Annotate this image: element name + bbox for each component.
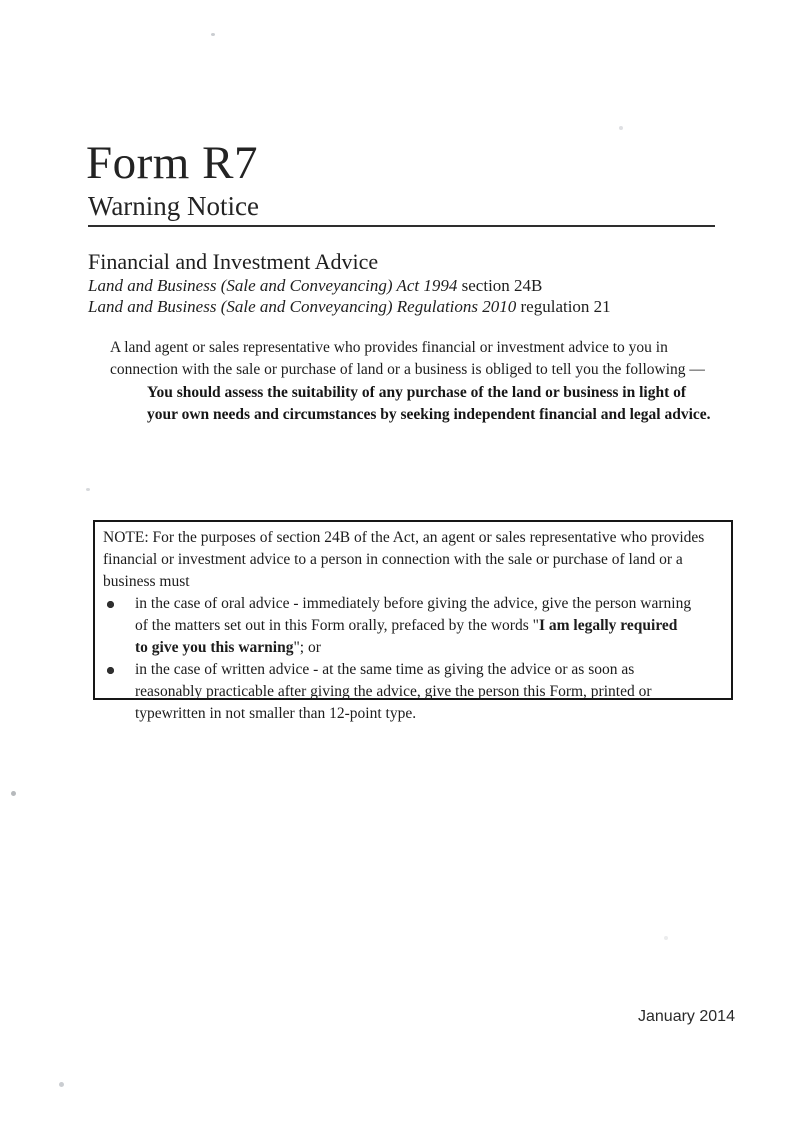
note-bullet-oral-advice <box>103 593 721 659</box>
note-bullet-text <box>135 659 721 725</box>
note-box <box>93 520 733 722</box>
intro-paragraph: A land agent or sales representative who provides financial or investment advice to you in connection with the sale or purchase of land or a business is obliged to tell you the following — <box>110 339 705 378</box>
section-heading: Financial and Investment Advice <box>88 249 379 274</box>
scan-speck <box>11 791 16 796</box>
warning-statement: You should assess the suitability of any purchase of the land or business in light of your own needs and circumstances by seeking independent financial and legal advice. <box>147 384 711 423</box>
regulation-reference-italic: Land and Business (Sale and Conveyancing) Regulations 2010 <box>88 297 517 316</box>
act-reference-italic: Land and Business (Sale and Conveyancing) Act 1994 <box>88 276 458 295</box>
regulation-reference <box>88 297 611 317</box>
note-bullet-text <box>135 593 721 659</box>
scan-speck <box>664 936 668 940</box>
title-rule <box>88 225 715 227</box>
bullet-text-pre: in the case of written advice - at the same time as giving the advice or as soon as reasonably practicable after giving the advice, give the person this Form, printed or typewritten in not smaller than 12-point type. <box>135 661 652 722</box>
bullet-text-pre: in the case of oral advice - immediately before giving the advice, give the person warning of the matters set out in this Form orally, prefaced by the words " <box>135 595 692 634</box>
form-subtitle: Warning Notice <box>88 191 260 221</box>
note-intro: NOTE: For the purposes of section 24B of the Act, an agent or sales representative who provides financial or investment advice to a person in connection with the sale or purchase of land or a business must <box>103 529 705 590</box>
regulation-reference-regular: regulation 21 <box>516 297 611 316</box>
act-reference-regular: section 24B <box>457 276 543 295</box>
act-reference <box>88 276 542 296</box>
scan-speck <box>211 33 215 36</box>
bullet-icon <box>103 659 135 681</box>
scan-speck <box>86 488 90 491</box>
note-bullet-written-advice <box>103 659 721 725</box>
scan-speck <box>619 126 623 130</box>
bullet-icon <box>103 593 135 615</box>
bullet-text-bold: I am legally required to give you this warning <box>135 617 678 656</box>
bullet-text-post: "; or <box>293 639 321 656</box>
footer-date: January 2014 <box>638 1008 735 1025</box>
form-title: Form R7 <box>86 137 258 189</box>
scan-speck <box>59 1082 64 1087</box>
